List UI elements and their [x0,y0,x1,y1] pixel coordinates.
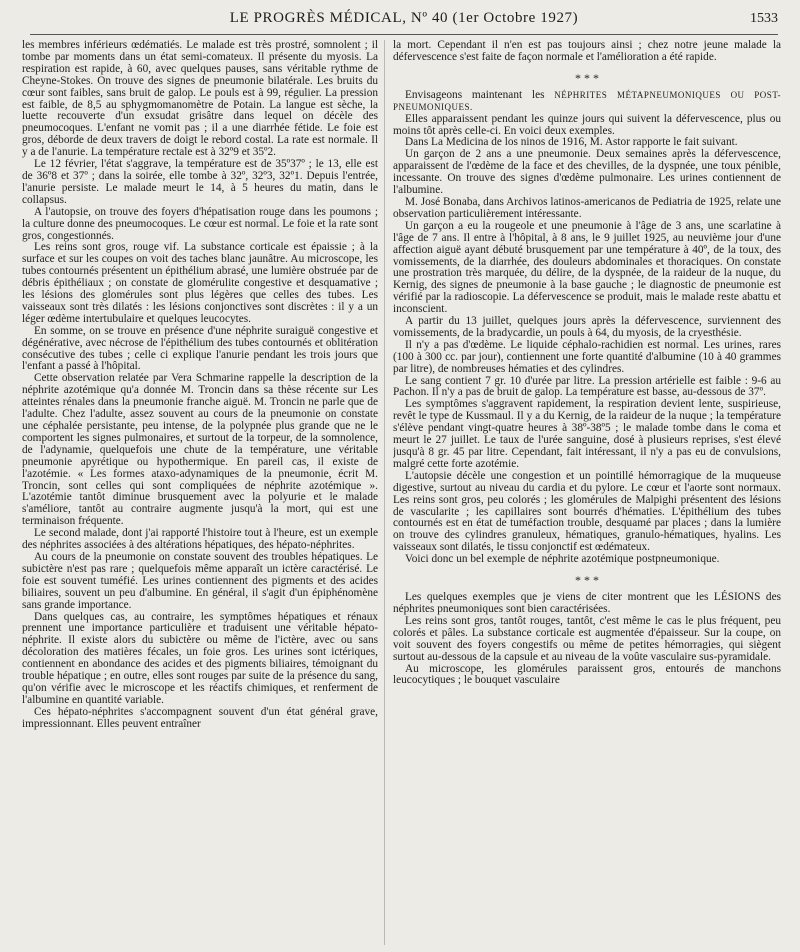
section-intro [393,90,781,114]
paragraph: Le 12 février, l'état s'aggrave, la température est de 35º37º ; le 13, elle est de 36º8 et 37º ; dans la soirée, elle tombe à 32º, 32º3, 32º1. Depuis l'entrée, l'anurie persiste. Le malade meurt le 14, à 5 heures du matin, dans le collapsus. [22,158,378,206]
paragraph: En somme, on se trouve en présence d'une néphrite suraiguë congestive et dégénérative, avec nécrose de l'épithélium des tubes contournés et oblitération consécutive des tubes ; celle ci explique l'anurie pendant les trois jours que l'enfant a passé à l'hôpital. [22,324,378,373]
paragraph: Les reins sont gros, rouge vif. La substance corticale est épaissie ; à la surface et sur les coupes on voit des taches blanc jaunâtre. Au microscope, les tubes contournés présentent un épithélium abrasé, une lumière obstruée par de débris épithéliaux ; on constate de glomérulite congestive et desquamative ; les lésions des glomérules sont plus légères que celles des tubes. Les vaisseaux sont très dilatés : les lésions conjonctives sont discrètes : il y a un léger œdème intertubulaire et quelques leucocytes. [22,241,378,325]
paragraph: Elles apparaissent pendant les quinze jours qui suivent la défervescence, plus ou moins tôt après celle-ci. En voici deux exemples. [393,112,781,137]
left-column [22,40,378,945]
paragraph: Il n'y a pas d'œdème. Le liquide céphalo-rachidien est normal. Les urines, rares (100 à 300 cc. par jour), contiennent une forte quantité d'albumine (10 à 40 grammes par litre), de nombreuses hématies et des cylindres. [393,338,781,375]
page-header [30,8,778,35]
paragraph: Cette observation relatée par Vera Schmarine rappelle la description de la néphrite azotémique qu'a donnée M. Troncin dans sa thèse récente sur Les atteintes rénales dans la pneumonie franche aiguë. M. Troncin ne parle que de l'adulte. Chez l'adulte, assez souvent au cours de la pneumonie on constate une céphalée persistante, peu intense, de la polypnée plus grande que ne le comportent les signes pulmonaires, et surtout de la torpeur, de la somnolence, de l'adynamie, quelquefois une chute de la température, une véritable pneumonie apyrétique ou hypothermique. En pareil cas, il existe de l'azotémie. « Les formes ataxo-adynamiques de la pneumonie, écrit M. Troncin, sont celles qui sont compliquées de néphrite azotémique ». L'azotémie tantôt diminue brusquement avec la polyurie et le malade s'améliore, tantôt au contraire augmente jusqu'à la mort, qui est une terminaison fréquente. [22,372,378,528]
intro-lead: Envisageons maintenant les [405,88,555,101]
paragraph: Les reins sont gros, tantôt rouges, tantôt, c'est même le cas le plus fréquent, peu colorés et pâles. La substance corticale est augmentée d'épaisseur. Sur la coupe, on voit souvent des foyers congestifs ou même de petites hémorragies, qui siègent surtout au-dessous de la capsule et au niveau de la voûte vasculaire sus-pyramidale. [393,614,781,663]
paragraph: Un garçon de 2 ans a une pneumonie. Deux semaines après la défervescence, apparaissent de l'œdème de la face et des chevilles, de la dyspnée, une toux pénible, incessante. On trouve des signes d'œdème pulmonaire. Les urines contiennent de l'albumine. [393,148,781,197]
paragraph: Au microscope, les glomérules paraissent gros, entourés de manchons leucocytiques ; le bouquet vasculaire [393,662,781,687]
section-separator: * * * [575,70,599,85]
paragraph: M. José Bonaba, dans Archivos latinos-americanos de Pediatria de 1925, relate une observation particulièrement intéressante. [393,195,781,220]
paragraph: la mort. Cependant il n'en est pas toujours ainsi ; chez notre jeune malade la défervescence s'est faite de façon normale et l'amélioration a été rapide. [393,40,781,63]
paragraph: Au cours de la pneumonie on constate souvent des troubles hépatiques. Le subictère n'est pas rare ; quelquefois même apparaît un ictère caractérisé. Le foie est souvent tuméfié. Les urines contiennent des pigments et des acides biliaires, souvent un peu d'albumine. En général, il s'agit d'un épiphénomène sans grande importance. [22,550,378,611]
right-column [393,40,781,945]
paragraph: L'autopsie décèle une congestion et un pointillé hémorragique de la muqueuse digestive, surtout au niveau du cardia et du pylore. Le cœur et l'aorte sont normaux. Les reins sont gros, peu colorés ; les glomérules de Malpighi présentent des lésions de vascularite ; les capillaires sont bourrés d'hématies. L'épithélium des tubes contournés est en état de tuméfaction trouble, desquamé par places ; dans la lumière on trouve des cylindres granuleux, hématiques, granulo-hématiques, hyalins. Les vaisseaux sont dilatés, le tissu conjonctif est œdémateux. [393,469,781,554]
paragraph: A partir du 13 juillet, quelques jours après la défervescence, surviennent des vomissements, de la bradycardie, un pouls à 64, du myosis, de la cryesthésie. [393,315,781,339]
page-number: 1533 [750,11,778,26]
paragraph: les membres inférieurs œdématiés. Le malade est très prostré, somnolent ; il tombe par moments dans un état semi-comateux. Il présente du myosis. La respiration est rapide, à 60, avec quelques pauses, sans véritable rythme de Cheyne-Stokes. On trouve des signes de pneumonie bilatérale. Les bruits du cœur sont faibles, sans bruit de galop. Le pouls est à 99, régulier. La pression est faible, de 8,5 au sphygmomanomètre de Potain. La langue est sèche, la luette recouverte d'un exsudat grisâtre dans lequel on décèle des pneumocoques. L'enfant ne vomit pas ; il a une diarrhée fétide. Le foie est gros, déborde de deux travers de doigt le rebord costal. La rate est normale. Il y a de l'anurie. La température rectale est à 32º9 et 35º2. [22,40,378,159]
paragraph: Le second malade, dont j'ai rapporté l'histoire tout à l'heure, est un exemple des néphrites associées à des altérations hépatiques, des hépato-néphrites. [22,527,378,552]
paragraph: Un garçon a eu la rougeole et une pneumonie à l'âge de 3 ans, une scarlatine à l'âge de 7 ans. Il entre à l'hôpital, à 8 ans, le 9 juillet 1925, au neuvième jour d'une affection aiguë ayant débuté brusquement par une température à 40º, de la toux, des vomissements, de la diarrhée, des douleurs abdominales et thoraciques. On constate une prostration très marquée, du délire, de la dyspnée, de la raideur de la nuque, du Kernig, des signes de pneumonie à la base gauche ; le diagnostic de pneumonie est vérifié par la radioscopie. La défervescence se produit, mais le malade reste abattu et inconscient. [393,219,781,316]
paragraph: Voici donc un bel exemple de néphrite azotémique postpneumonique. [405,553,720,566]
paragraph: Dans La Medicina de los ninos de 1916, M. Astor rapporte le fait suivant. [405,136,738,149]
running-title: LE PROGRÈS MÉDICAL, Nº 40 (1er Octobre 1927) [229,10,579,26]
column-divider [384,40,385,945]
paragraph: Ces hépato-néphrites s'accompagnent souvent d'un état général grave, impressionnant. Elles peuvent entraîner [22,705,378,730]
paragraph: A l'autopsie, on trouve des foyers d'hépatisation rouge dans les poumons ; la culture donne des pneumocoques. Le cœur est normal. Le foie et la rate sont gros, congestionnés. [22,205,378,242]
paragraph: Les quelques exemples que je viens de citer montrent que les LÉSIONS des néphrites pneumoniques sont bien caractérisées. [393,591,781,615]
paragraph: Les symptômes s'aggravent rapidement, la respiration devient lente, suspirieuse, revêt le type de Kussmaul. Il y a du Kernig, de la raideur de la nuque ; la température s'élève pendant vingt-quatre heures à 38º-38º5 ; le malade tombe dans le coma et meurt le 27 juillet. Le taux de l'urée sanguine, dosé à plusieurs reprises, s'est élevé jusqu'à 8 gr. 45 par litre. Cependant, fait intéressant, il n'y a pas eu de convulsions, malgré cette forte azotémie. [393,398,781,470]
section-separator-2: * * * [575,573,599,588]
intro-heading: NÉPHRITES MÉTAPNEUMONIQUES OU POST-PNEUMONIQUES. [393,89,781,112]
paragraph: Dans quelques cas, au contraire, les symptômes hépatiques et rénaux prennent une importance particulière et traduisent une véritable hépato-néphrite. Il existe alors du subictère ou même de l'ictère, avec ou sans décoloration des matières fécales, un foie gros. Les urines sont ictériques, contiennent en abondance des acides et des pigments biliaires, témoignant du trouble hépatique ; en outre, elles sont rouges par suite de la présence du sang, qu'on vérifie avec le microscope et les réactifs chimiques, et renferment de l'albumine en quantité variable. [22,610,378,706]
paragraph: Le sang contient 7 gr. 10 d'urée par litre. La pression artérielle est faible : 9-6 au Pachon. Il n'y a pas de bruit de galop. La température est basse, au-dessous de 37º. [393,374,781,399]
